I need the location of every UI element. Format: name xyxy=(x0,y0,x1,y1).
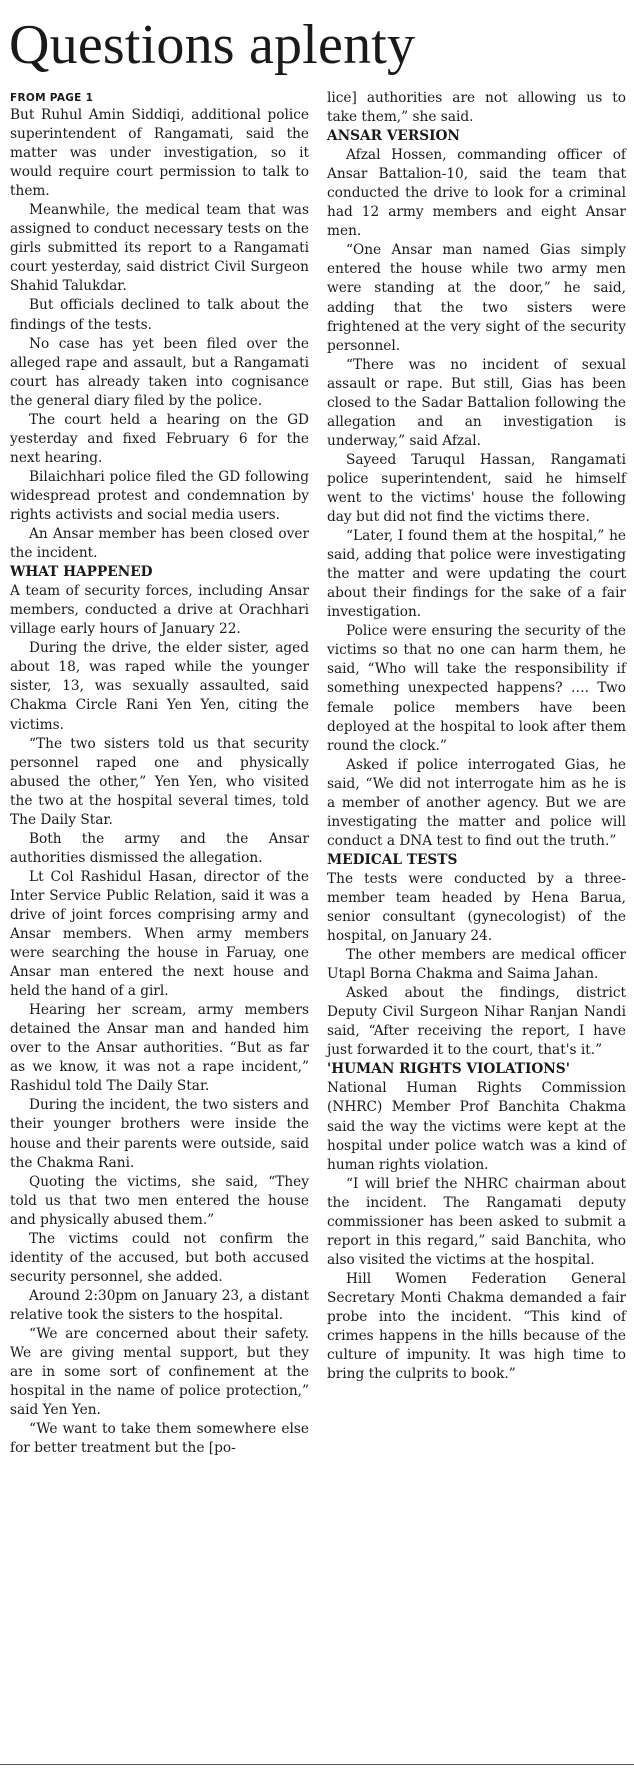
article-column-right xyxy=(327,89,626,1384)
left-column-paragraph: But Ruhul Amin Siddiqi, additional police superintendent of Rangamati, said the matter was under investigation, so it would require court permission to talk to them. xyxy=(10,107,309,200)
left-column-subhead: WHAT HAPPENED xyxy=(10,564,153,581)
right-column-paragraph: Asked about the findings, district Deputy Civil Surgeon Nihar Ranjan Nandi said, “After receiving the report, I have just forwarded it to the court, that's it.” xyxy=(327,985,626,1059)
right-column-paragraph: “One Ansar man named Gias simply entered the house while two army men were standing at the door,” he said, adding that the two sisters were frightened at the very sight of the security personnel. xyxy=(327,242,626,354)
left-column-paragraph: Lt Col Rashidul Hasan, director of the Inter Service Public Relation, said it was a drive of joint forces comprising army and Ansar members. When army members were searching the house in Faruay, one Ansar man entered the next house and held the hand of a girl. xyxy=(10,868,309,1000)
right-column-paragraph: Police were ensuring the security of the victims so that no one can harm them, he said, “Who will take the responsibility if something unexpected happens? …. Two female police members have been deployed at the hospital to look after them round the clock.” xyxy=(327,623,626,754)
bottom-rule xyxy=(0,1764,634,1765)
left-column-paragraph: During the drive, the elder sister, aged about 18, was raped while the younger sister, 13, was sexually assaulted, said Chakma Circle Rani Yen Yen, citing the victims. xyxy=(10,640,309,733)
right-column-paragraph: “There was no incident of sexual assault or rape. But still, Gias has been closed to the Sadar Battalion following the allegation and an investigation is underway,” said Afzal. xyxy=(327,356,626,449)
left-column-paragraph: Both the army and the Ansar authorities dismissed the allegation. xyxy=(10,830,309,866)
right-column-paragraph: The tests were conducted by a three-member team headed by Hena Barua, senior consultant (gynecologist) of the hospital, on January 24. xyxy=(327,870,626,945)
right-column-subhead: MEDICAL TESTS xyxy=(327,851,458,868)
headline: Questions aplenty xyxy=(9,14,416,76)
left-column-paragraph: A team of security forces, including Ansar members, conducted a drive at Orachhari village early hours of January 22. xyxy=(10,583,309,638)
left-column-paragraph: The victims could not confirm the identity of the accused, but both accused security personnel, she added. xyxy=(10,1230,309,1285)
left-column-paragraph: During the incident, the two sisters and their younger brothers were inside the house and their parents were outside, said the Chakma Rani. xyxy=(10,1097,309,1171)
left-column-paragraph: An Ansar member has been closed over the incident. xyxy=(10,526,309,562)
right-column-paragraph: The other members are medical officer Utapl Borna Chakma and Saima Jahan. xyxy=(327,947,626,983)
left-column-paragraph: The court held a hearing on the GD yesterday and fixed February 6 for the next hearing. xyxy=(10,411,309,466)
left-column-paragraph: No case has yet been filed over the alleged rape and assault, but a Rangamati court has already taken into cognisance the general diary filed by the police. xyxy=(10,335,309,409)
article-column-left xyxy=(10,90,309,1458)
left-column-body xyxy=(10,106,309,1458)
left-column-paragraph: “We want to take them somewhere else for better treatment but the [po- xyxy=(10,1421,309,1457)
left-column-paragraph: Bilaichhari police filed the GD following widespread protest and condemnation by rights activists and social media users. xyxy=(10,468,309,523)
right-column-paragraph: Hill Women Federation General Secretary Monti Chakma demanded a fair probe into the incident. “This kind of crimes happens in the hills because of the culture of impunity. It was high time to bring the culprits to book.” xyxy=(327,1270,626,1383)
left-column-paragraph: But officials declined to talk about the findings of the tests. xyxy=(10,297,309,333)
right-column-subhead: 'HUMAN RIGHTS VIOLATIONS' xyxy=(327,1061,570,1078)
right-column-paragraph: “Later, I found them at the hospital,” he said, adding that police were investigating the matter and were updating the court about their findings for the sake of a fair investigation. xyxy=(327,528,626,621)
left-column-paragraph: Quoting the victims, she said, “They told us that two men entered the house and physically abused them.” xyxy=(10,1173,309,1228)
right-column-paragraph: National Human Rights Commission (NHRC) Member Prof Banchita Chakma said the way the victims were kept at the hospital under police watch was a kind of human rights violation. xyxy=(327,1080,626,1173)
right-column-paragraph: Asked if police interrogated Gias, he said, “We did not interrogate him as he is a member of another agency. But we are investigating the matter and police will conduct a DNA test to find out the truth.” xyxy=(327,756,626,849)
right-column-paragraph: Afzal Hossen, commanding officer of Ansar Battalion-10, said the team that conducted the drive to look for a criminal had 12 army members and eight Ansar men. xyxy=(327,147,626,240)
right-column-paragraph: Sayeed Taruqul Hassan, Rangamati police superintendent, said he himself went to the victims' house the following day but did not find the victims there. xyxy=(327,451,626,526)
left-column-paragraph: “The two sisters told us that security personnel raped one and physically abused the other,” Yen Yen, who visited the two at the hospital several times, told The Daily Star. xyxy=(10,735,309,828)
left-column-paragraph: Around 2:30pm on January 23, a distant relative took the sisters to the hospital. xyxy=(10,1287,309,1323)
left-column-paragraph: Hearing her scream, army members detained the Ansar man and handed him over to the Ansar authorities. “But as far as we know, it was not a rape incident,” Rashidul told The Daily Star. xyxy=(10,1002,309,1095)
left-column-paragraph: “We are concerned about their safety. We are giving mental support, but they are in some sort of confinement at the hospital in the name of police protection,” said Yen Yen. xyxy=(10,1326,309,1419)
right-column-paragraph: lice] authorities are not allowing us to take them,” she said. xyxy=(327,90,626,126)
left-column-paragraph: Meanwhile, the medical team that was assigned to conduct necessary tests on the girls submitted its report to a Rangamati court yesterday, said district Civil Surgeon Shahid Talukdar. xyxy=(10,202,309,295)
right-column-paragraph: “I will brief the NHRC chairman about the incident. The Rangamati deputy commissioner has been asked to submit a report in this regard,” said Banchita, who also visited the victims at the hospital. xyxy=(327,1175,626,1268)
right-column-body xyxy=(327,89,626,1384)
right-column-subhead: ANSAR VERSION xyxy=(327,128,460,145)
continuation-kicker: FROM PAGE 1 xyxy=(10,92,94,104)
